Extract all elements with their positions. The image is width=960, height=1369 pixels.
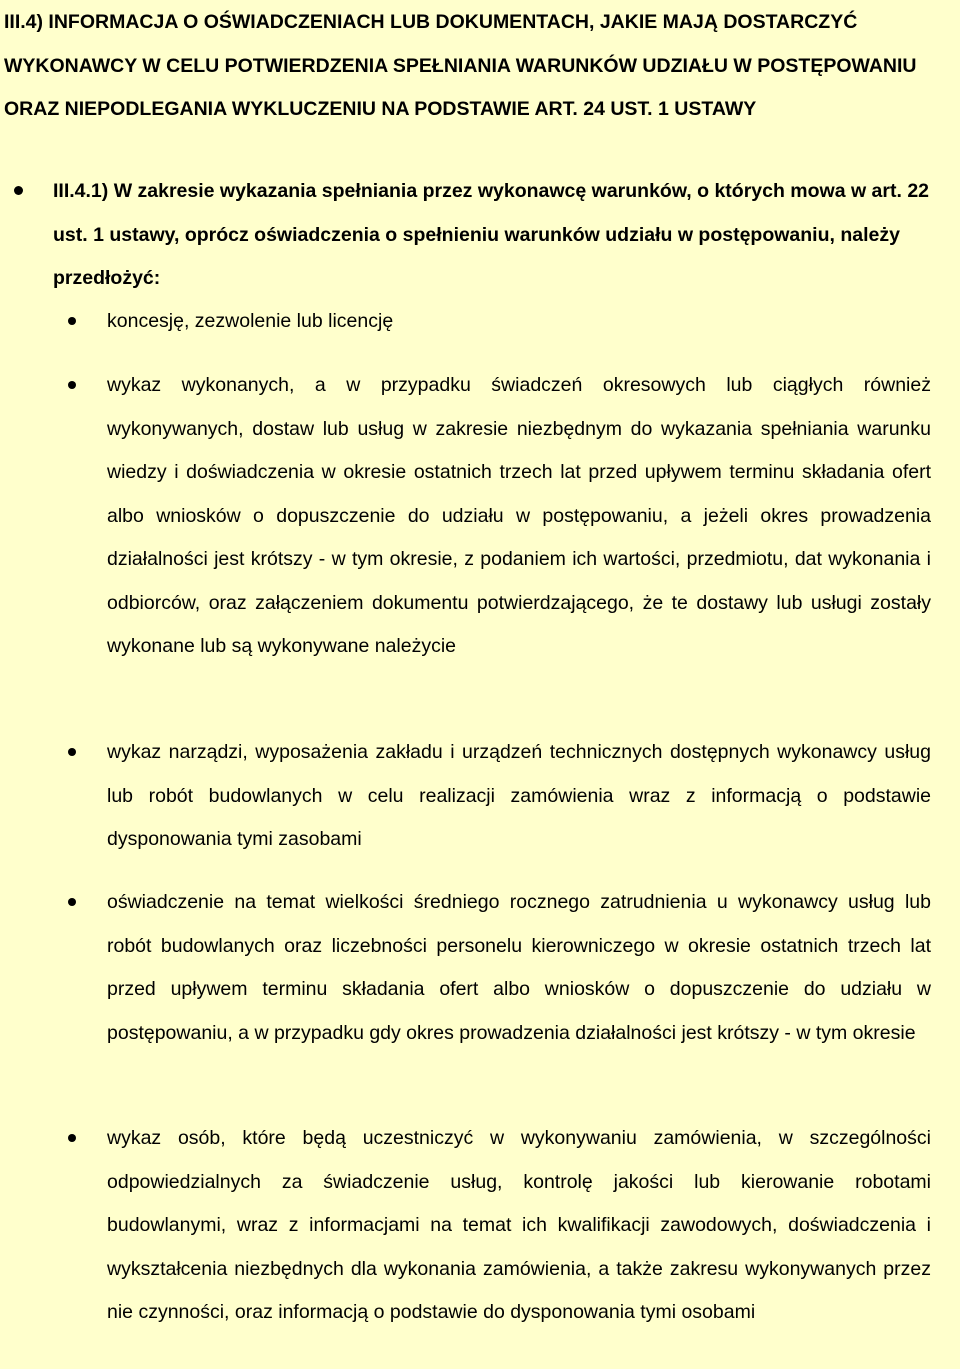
bullet-icon [68,898,76,906]
requirement-text: wykaz narządzi, wyposażenia zakładu i urządzeń technicznych dostępnych wykonawcy usług lub robót budowlanych w celu realizacji zamówienia wraz z informacją o podstawie dysponowania tymi zasobami [107,741,931,850]
section-heading: III.4) INFORMACJA O OŚWIADCZENIACH LUB DOKUMENTACH, JAKIE MAJĄ DOSTARCZYĆ WYKONAWCY W CELU POTWIERDZENIA SPEŁNIANIA WARUNKÓW UDZIAŁU W POSTĘPOWANIU ORAZ NIEPODLEGANIA WYKLUCZENIU NA PODSTAWIE ART. 24 UST. 1 USTAWY [4,11,917,120]
bullet-icon [14,186,23,195]
requirement-text: oświadczenie na temat wielkości średniego rocznego zatrudnienia u wykonawcy usług lub robót budowlanych oraz liczebności personelu kierowniczego w okresie ostatnich trzech lat przed upływem terminu składania ofert albo wniosków o dopuszczenie do udziału w postępowaniu, a w przypadku gdy okres prowadzenia działalności jest krótszy - w tym okresie [107,891,931,1044]
bullet-icon [68,381,76,389]
requirement-text: koncesję, zezwolenie lub licencję [107,310,394,332]
bullet-icon [68,317,76,325]
bullet-icon [68,1134,76,1142]
requirement-text: wykaz wykonanych, a w przypadku świadczeń okresowych lub ciągłych również wykonywanych, dostaw lub usług w zakresie niezbędnym do wykazania spełniania warunku wiedzy i doświadczenia w okresie ostatnich trzech lat przed upływem terminu składania ofert albo wniosków o dopuszczenie do udziału w postępowaniu, a jeżeli okres prowadzenia działalności jest krótszy - w tym okresie, z podaniem ich wartości, przedmiotu, dat wykonania i odbiorców, oraz załączeniem dokumentu potwierdzającego, że te dostawy lub usługi zostały wykonane lub są wykonywane należycie [107,374,931,657]
requirement-text: wykaz osób, które będą uczestniczyć w wykonywaniu zamówienia, w szczególności odpowiedzialnych za świadczenie usług, kontrolę jakości lub kierowanie robotami budowlanymi, wraz z informacjami na temat ich kwalifikacji zawodowych, doświadczenia i wykształcenia niezbędnych dla wykonania zamówienia, a także zakresu wykonywanych przez nie czynności, oraz informacją o podstawie do dysponowania tymi osobami [107,1127,931,1323]
bullet-icon [68,748,76,756]
subsection-text: III.4.1) W zakresie wykazania spełniania przez wykonawcę warunków, o których mowa w art. 22 ust. 1 ustawy, oprócz oświadczenia o spełnieniu warunków udziału w postępowaniu, należy przedłożyć: [53,180,930,289]
